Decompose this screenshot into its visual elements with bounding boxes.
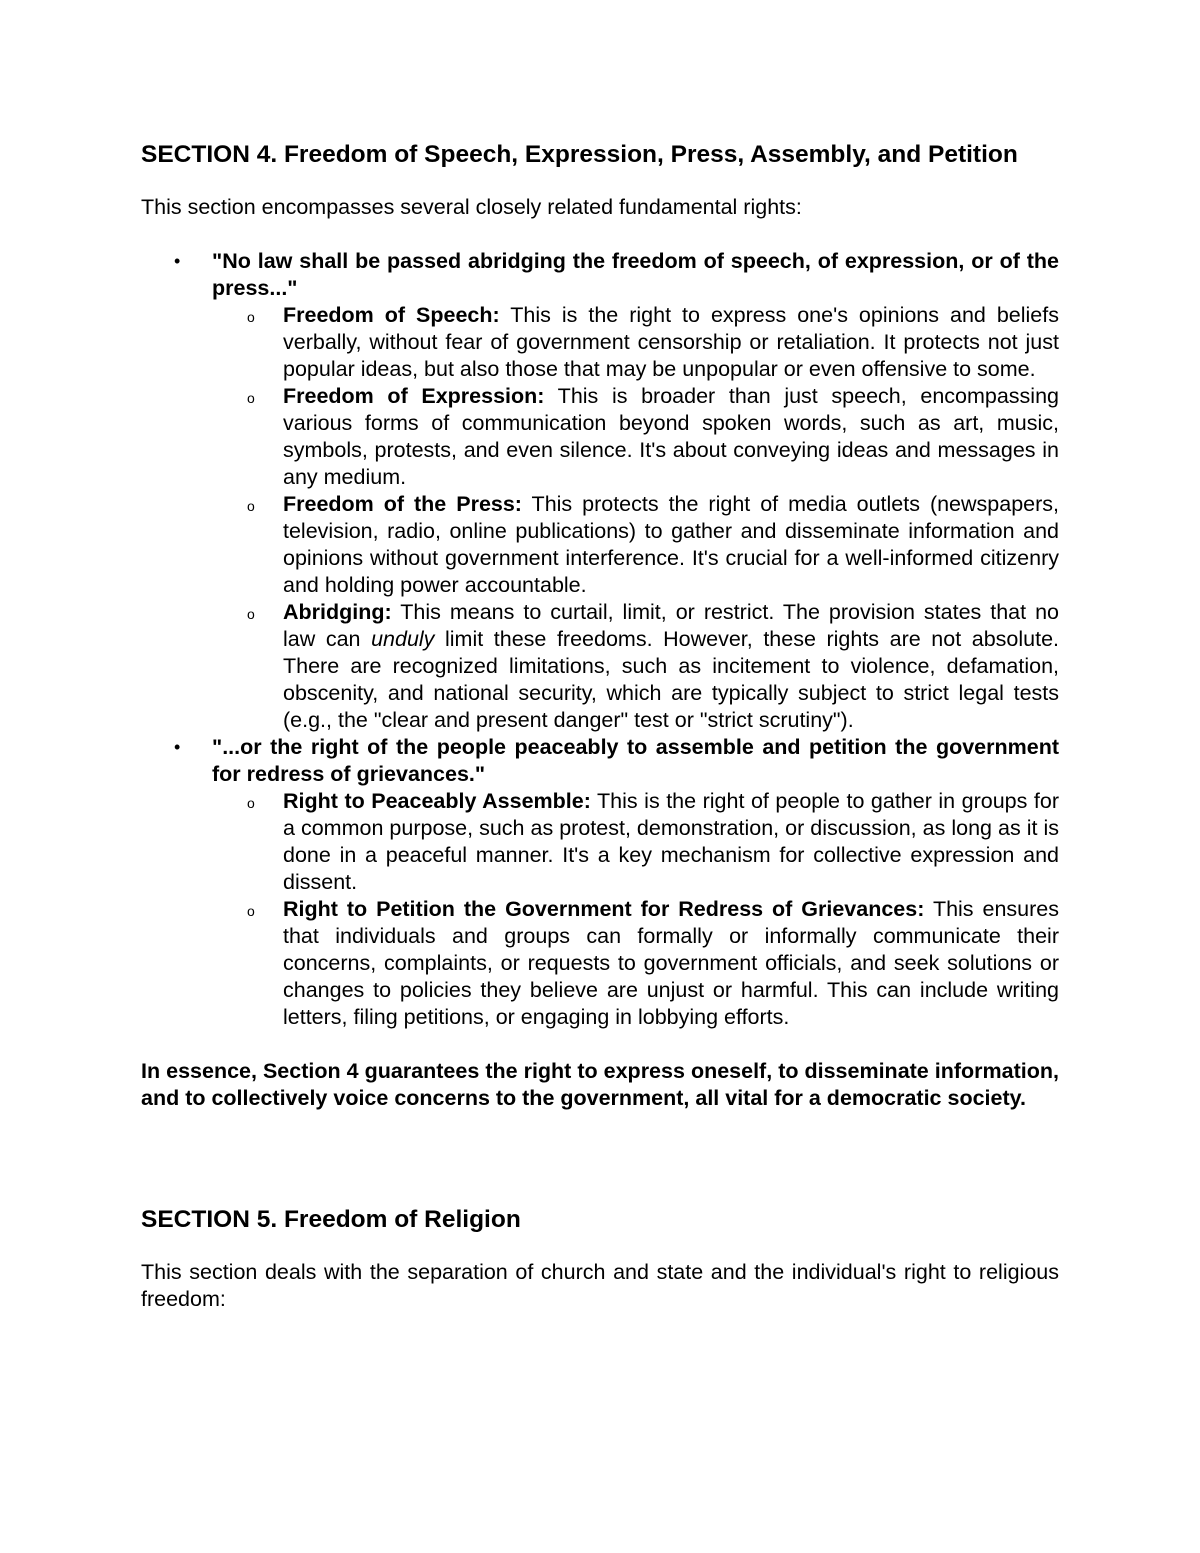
- sub-item-text: limit these freedoms. However, these rights are not absolute. There are recognized limitations, such as incitement to violence, defamation, obscenity, and national security, which are typically subject to strict legal tests (e.g., the "clear and present danger" test or "strict scrutiny").: [283, 627, 1059, 732]
- section-5-intro: This section deals with the separation of church and state and the individual's right to religious freedom:: [141, 1260, 1059, 1311]
- sub-item-petition-government: [212, 896, 1059, 1031]
- sub-marker: o: [247, 390, 255, 406]
- sub-item-abridging: [212, 599, 1059, 734]
- sub-item-freedom-of-speech: [212, 302, 1059, 383]
- section-4-intro: This section encompasses several closely related fundamental rights:: [141, 195, 802, 219]
- section-5-heading: SECTION 5. Freedom of Religion: [141, 1206, 521, 1233]
- sub-item-text: This is the right of people to gather in groups for a common purpose, such as protest, demonstration, or discussion, as long as it is done in a peaceful manner. It's a key mechanism for collective expression and dissent.: [283, 789, 1059, 894]
- document-page: [141, 140, 1059, 1313]
- bullet-marker: •: [174, 251, 181, 271]
- sub-item-peaceably-assemble: [212, 788, 1059, 896]
- sub-item-term: Abridging:: [283, 600, 392, 624]
- sub-list: [212, 302, 1059, 734]
- section-4-bullet-list: [141, 248, 1059, 1031]
- sub-item-emphasis: unduly: [371, 627, 435, 651]
- bullet-quote: "No law shall be passed abridging the freedom of speech, of expression, or of the press...": [212, 249, 1059, 300]
- sub-item-text: This is broader than just speech, encompassing various forms of communication beyond spoken words, such as art, music, symbols, protests, and even silence. It's about conveying ideas and messages in any medium.: [283, 384, 1059, 489]
- sub-marker: o: [247, 795, 255, 811]
- sub-list: [212, 788, 1059, 1031]
- sub-item-term: Right to Peaceably Assemble:: [283, 789, 591, 813]
- section-4-heading: SECTION 4. Freedom of Speech, Expression, Press, Assembly, and Petition: [141, 141, 1018, 168]
- sub-marker: o: [247, 498, 255, 514]
- sub-marker: o: [247, 309, 255, 325]
- sub-item-text: This is the right to express one's opinions and beliefs verbally, without fear of government censorship or retaliation. It protects not just popular ideas, but also those that may be unpopular or even offensive to some.: [283, 303, 1059, 381]
- sub-item-freedom-of-the-press: [212, 491, 1059, 599]
- bullet-item-assembly-petition: [141, 734, 1059, 1031]
- sub-item-term: Freedom of Expression:: [283, 384, 545, 408]
- bullet-item-speech-press: [141, 248, 1059, 734]
- sub-item-text: This means to curtail, limit, or restrict. The provision states that no law can: [283, 600, 1059, 651]
- sub-item-freedom-of-expression: [212, 383, 1059, 491]
- sub-item-term: Right to Petition the Government for Redress of Grievances:: [283, 897, 925, 921]
- section-4-summary: In essence, Section 4 guarantees the right to express oneself, to disseminate information, and to collectively voice concerns to the government, all vital for a democratic society.: [141, 1059, 1059, 1110]
- sub-item-text: This protects the right of media outlets (newspapers, television, radio, online publications) to gather and disseminate information and opinions without government interference. It's crucial for a well-informed citizenry and holding power accountable.: [283, 492, 1060, 597]
- bullet-quote: "...or the right of the people peaceably to assemble and petition the government for redress of grievances.": [212, 735, 1059, 786]
- sub-item-term: Freedom of Speech:: [283, 303, 500, 327]
- bullet-marker: •: [174, 737, 181, 757]
- sub-marker: o: [247, 903, 255, 919]
- sub-marker: o: [247, 606, 255, 622]
- sub-item-term: Freedom of the Press:: [283, 492, 522, 516]
- sub-item-text: This ensures that individuals and groups can formally or informally communicate their concerns, complaints, or requests to government officials, and seek solutions or changes to policies they believe are unjust or harmful. This can include writing letters, filing petitions, or engaging in lobbying efforts.: [283, 897, 1059, 1029]
